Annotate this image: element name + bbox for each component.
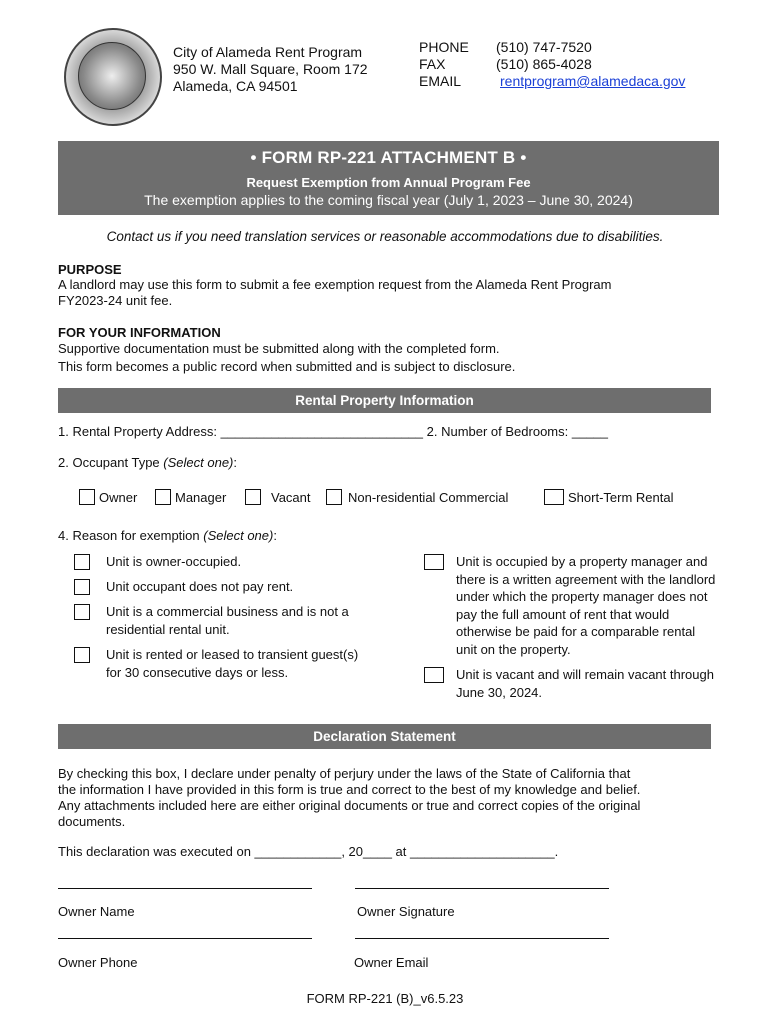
email-label: EMAIL xyxy=(419,73,462,89)
phone-label: PHONE xyxy=(419,39,469,55)
rental-section-header: Rental Property Information xyxy=(58,388,711,413)
seal-center xyxy=(78,42,146,110)
purpose-section xyxy=(58,262,612,309)
owner-email-label: Owner Email xyxy=(354,955,429,970)
option-label: Vacant xyxy=(271,489,311,505)
owner-phone-label: Owner Phone xyxy=(58,955,138,970)
phone-number: (510) 747-7520 xyxy=(496,39,592,55)
contact-labels xyxy=(419,39,469,90)
reason-label: Unit is a commercial business and is not a residential rental unit. xyxy=(106,604,349,637)
statement-line: Any attachments included here are either original documents or true and correct copies of the original xyxy=(58,798,641,813)
reason-checkbox[interactable] xyxy=(424,667,444,683)
purpose-heading: PURPOSE xyxy=(58,262,122,277)
reason-checkbox[interactable] xyxy=(74,647,90,663)
reason-property-manager[interactable] xyxy=(424,553,716,658)
form-title: • FORM RP-221 ATTACHMENT B • xyxy=(250,148,527,167)
occupant-question xyxy=(58,455,237,470)
reason-label: Unit is occupied by a property manager and there is a written agreement with the landlord under which the property manager does not pay the full amount of rent that would otherwise be paid for a comparable rental unit on the property. xyxy=(456,554,716,657)
occupant-option-vacant[interactable] xyxy=(245,489,311,505)
option-label: Manager xyxy=(175,489,227,505)
form-version-footer: FORM RP-221 (B)_v6.5.23 xyxy=(306,991,464,1006)
form-title-banner xyxy=(58,141,719,215)
reason-label: Unit is vacant and will remain vacant through June 30, 2024. xyxy=(456,667,714,700)
contact-values xyxy=(496,39,685,90)
reason-owner-occupied[interactable] xyxy=(74,553,374,571)
statement-line: By checking this box, I declare under penalty of perjury under the laws of the State of California that xyxy=(58,766,631,781)
manager-checkbox[interactable] xyxy=(155,489,171,505)
reason-checkbox[interactable] xyxy=(74,554,90,570)
declaration-statement xyxy=(58,766,640,830)
occupant-question-colon: : xyxy=(233,455,237,470)
owner-phone-line[interactable] xyxy=(58,938,312,939)
short-term-checkbox[interactable] xyxy=(544,489,564,505)
reason-checkbox[interactable] xyxy=(74,579,90,595)
owner-checkbox[interactable] xyxy=(79,489,95,505)
occupant-question-label: 2. Occupant Type xyxy=(58,455,164,470)
fax-number: (510) 865-4028 xyxy=(496,56,592,72)
address-block xyxy=(173,44,368,95)
owner-name-line[interactable] xyxy=(58,888,312,889)
occupant-option-commercial[interactable] xyxy=(326,489,508,505)
statement-line: the information I have provided in this form is true and correct to the best of my knowledge and belief. xyxy=(58,782,641,797)
address-line: Alameda, CA 94501 xyxy=(173,78,298,94)
occupant-option-short-term[interactable] xyxy=(544,489,673,505)
reason-label: Unit is rented or leased to transient guest(s) for 30 consecutive days or less. xyxy=(106,647,359,680)
option-label: Owner xyxy=(99,489,138,505)
owner-signature-line[interactable] xyxy=(355,888,609,889)
select-hint: (Select one) xyxy=(163,455,234,470)
fiscal-year-note: The exemption applies to the coming fiscal year (July 1, 2023 – June 30, 2024) xyxy=(144,192,633,208)
city-seal xyxy=(64,28,162,126)
owner-name-label: Owner Name xyxy=(58,904,135,919)
email-link[interactable]: rentprogram@alamedaca.gov xyxy=(500,73,686,89)
owner-signature-label: Owner Signature xyxy=(357,904,455,919)
occupant-option-manager[interactable] xyxy=(155,489,226,505)
occupant-option-owner[interactable] xyxy=(79,489,137,505)
commercial-checkbox[interactable] xyxy=(326,489,342,505)
owner-email-line[interactable] xyxy=(355,938,609,939)
reason-question xyxy=(58,528,277,543)
execution-line: This declaration was executed on ____________, 20____ at ____________________. xyxy=(58,844,559,859)
address-question: 1. Rental Property Address: ____________________________ 2. Number of Bedrooms: _____ xyxy=(58,424,609,439)
select-hint: (Select one) xyxy=(203,528,274,543)
reason-no-rent[interactable] xyxy=(74,578,374,596)
vacant-checkbox[interactable] xyxy=(245,489,261,505)
purpose-text: FY2023-24 unit fee. xyxy=(58,293,173,308)
reason-checkbox[interactable] xyxy=(424,554,444,570)
address-line: City of Alameda Rent Program xyxy=(173,44,363,60)
reason-question-label: 4. Reason for exemption xyxy=(58,528,204,543)
reason-question-colon: : xyxy=(273,528,277,543)
info-text: Supportive documentation must be submitted along with the completed form. xyxy=(58,341,500,356)
option-label: Non-residential Commercial xyxy=(348,489,509,505)
info-text: This form becomes a public record when submitted and is subject to disclosure. xyxy=(58,359,516,374)
reason-commercial[interactable] xyxy=(74,603,374,638)
option-label: Short-Term Rental xyxy=(568,489,674,505)
accommodation-note: Contact us if you need translation services or reasonable accommodations due to disabilities. xyxy=(106,229,664,244)
declaration-section-header: Declaration Statement xyxy=(58,724,711,749)
fax-label: FAX xyxy=(419,56,446,72)
reason-label: Unit is owner-occupied. xyxy=(106,554,242,569)
reason-transient[interactable] xyxy=(74,646,374,681)
reason-label: Unit occupant does not pay rent. xyxy=(106,579,294,594)
reason-vacant[interactable] xyxy=(424,666,716,701)
info-heading: FOR YOUR INFORMATION xyxy=(58,325,221,340)
purpose-text: A landlord may use this form to submit a fee exemption request from the Alameda Rent Program xyxy=(58,277,612,292)
address-line: 950 W. Mall Square, Room 172 xyxy=(173,61,368,77)
reason-checkbox[interactable] xyxy=(74,604,90,620)
info-section xyxy=(58,325,515,376)
statement-line: documents. xyxy=(58,814,126,829)
form-subtitle: Request Exemption from Annual Program Fee xyxy=(246,175,531,190)
